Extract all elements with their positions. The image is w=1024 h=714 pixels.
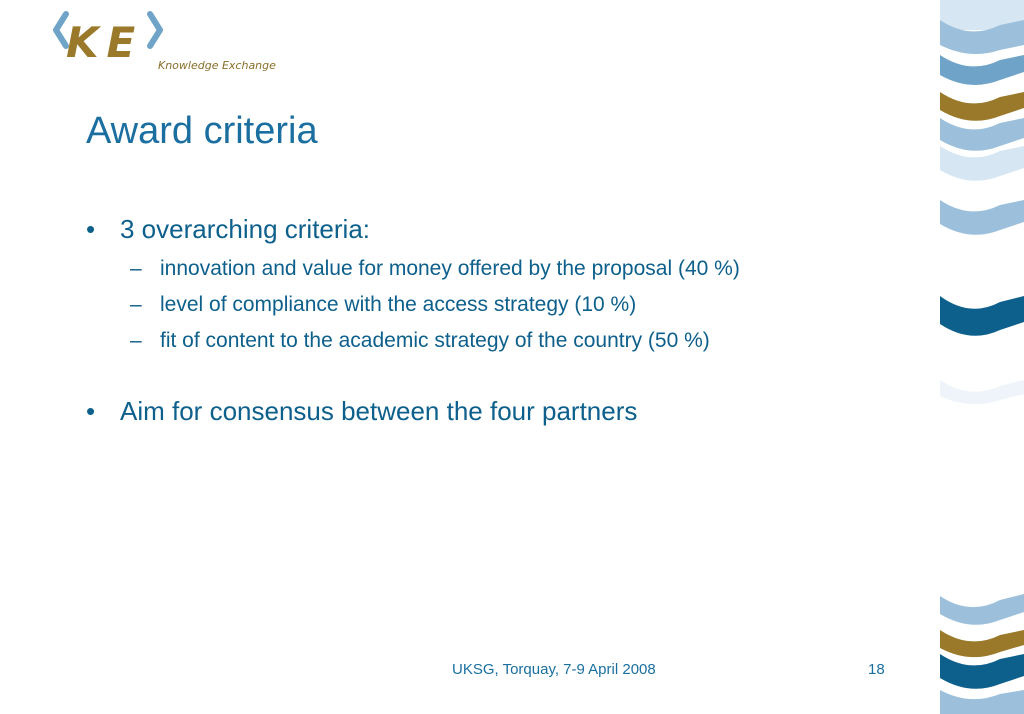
bullet-marker: • [86, 214, 96, 244]
dash-marker: – [130, 257, 142, 280]
page-title: Award criteria [86, 110, 318, 152]
knowledge-exchange-logo [48, 8, 298, 80]
page-number: 18 [868, 661, 885, 678]
bullet-text: Aim for consensus between the four partners [120, 396, 638, 426]
sub-bullet-item [130, 257, 740, 281]
logo-tagline: Knowledge Exchange [158, 59, 276, 72]
bullet-marker: • [86, 396, 96, 426]
decorative-wave-band [940, 0, 1024, 714]
bullet-text: 3 overarching criteria: [120, 214, 370, 244]
bullet-item [86, 396, 637, 427]
footer-text: UKSG, Torquay, 7-9 April 2008 [452, 661, 656, 678]
bullet-item [86, 214, 370, 245]
sub-bullet-text: level of compliance with the access strategy (10 %) [160, 293, 637, 316]
dash-marker: – [130, 329, 142, 352]
logo-letters: KE [66, 18, 144, 67]
sub-bullet-text: fit of content to the academic strategy of the country (50 %) [160, 329, 710, 352]
sub-bullet-item [130, 293, 636, 317]
dash-marker: – [130, 293, 142, 316]
sub-bullet-item [130, 329, 710, 353]
sub-bullet-text: innovation and value for money offered by the proposal (40 %) [160, 257, 740, 280]
